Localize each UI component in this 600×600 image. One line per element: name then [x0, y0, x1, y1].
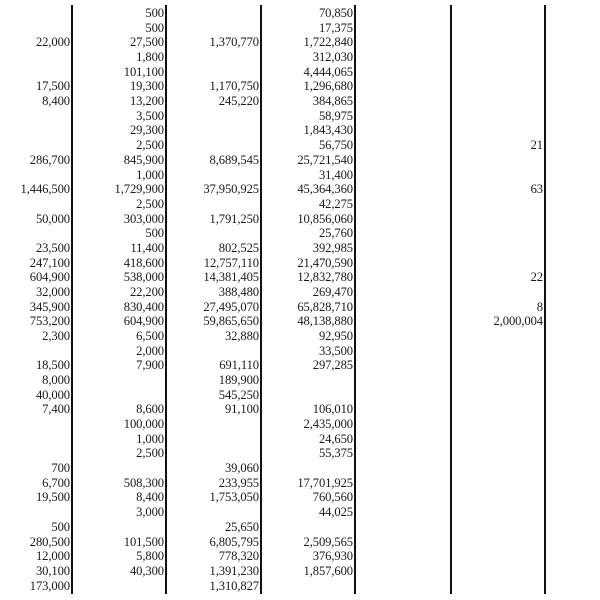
table-cell: 753,200	[29, 314, 70, 329]
table-cell: 1,729,900	[114, 182, 164, 197]
table-cell: 6,700	[42, 475, 70, 490]
table-cell: 17,500	[35, 79, 70, 94]
table-cell: 8	[536, 299, 543, 314]
table-cell: 70,850	[318, 6, 353, 20]
table-cell: 5,800	[136, 549, 164, 564]
table-cell: 6,500	[136, 329, 164, 343]
table-cell: 760,560	[312, 490, 353, 505]
table-cell: 17,375	[318, 20, 353, 35]
table-cell: 1,791,250	[209, 211, 259, 226]
table-cell: 604,900	[123, 314, 164, 329]
table-cell: 233,955	[218, 475, 259, 490]
table-cell: 2,500	[136, 446, 164, 461]
table-cell: 19,300	[129, 79, 164, 94]
table-cell: 1,800	[136, 50, 164, 64]
table-cell: 30,100	[35, 563, 70, 578]
table-cell: 44,025	[318, 505, 353, 520]
table-cell: 247,100	[29, 255, 70, 270]
table-cell: 29,300	[129, 123, 164, 138]
column-rule-4	[354, 5, 356, 594]
table-cell: 4,444,065	[303, 64, 353, 79]
table-cell: 48,138,880	[297, 314, 353, 329]
table-cell: 40,300	[129, 563, 164, 578]
table-cell: 65,828,710	[297, 299, 353, 314]
table-cell: 845,900	[123, 152, 164, 167]
table-cell: 376,930	[312, 549, 353, 564]
table-cell: 58,975	[318, 108, 353, 123]
table-cell: 17,701,925	[297, 475, 353, 490]
table-cell: 50,000	[35, 211, 70, 226]
table-cell: 500	[145, 20, 164, 35]
table-cell: 3,500	[136, 108, 164, 123]
table-cell: 2,300	[42, 329, 70, 343]
table-cell: 604,900	[29, 270, 70, 285]
table-cell: 1,753,050	[209, 490, 259, 505]
table-cell: 545,250	[218, 387, 259, 402]
table-cell: 1,296,680	[303, 79, 353, 94]
table-cell: 303,000	[123, 211, 164, 226]
table-cell: 12,832,780	[297, 270, 353, 285]
table-cell: 21,470,590	[297, 255, 353, 270]
table-cell: 297,285	[312, 358, 353, 373]
table-cell: 2,509,565	[303, 534, 353, 549]
table-cell: 538,000	[123, 270, 164, 285]
table-cell: 830,400	[123, 299, 164, 314]
table-cell: 25,721,540	[297, 152, 353, 167]
table-cell: 13,200	[129, 94, 164, 109]
table-cell: 32,000	[35, 284, 70, 299]
table-cell: 189,900	[218, 373, 259, 387]
table-cell: 173,000	[29, 578, 70, 593]
table-cell: 32,880	[224, 329, 259, 343]
table-cell: 2,000,004	[493, 314, 543, 329]
table-cell: 18,500	[35, 358, 70, 373]
table-cell: 691,110	[219, 358, 259, 373]
table-cell: 1,446,500	[20, 182, 70, 197]
table-cell: 100,000	[123, 417, 164, 431]
table-cell: 14,381,405	[203, 270, 259, 285]
table-cell: 3,000	[136, 505, 164, 520]
table-cell: 12,757,110	[203, 255, 259, 270]
table-cell: 25,650	[224, 519, 259, 534]
table-cell: 245,220	[218, 94, 259, 109]
table-cell: 55,375	[318, 446, 353, 461]
table-cell: 418,600	[123, 255, 164, 270]
table-cell: 10,856,060	[297, 211, 353, 226]
table-cell: 269,470	[312, 284, 353, 299]
table-cell: 25,760	[318, 226, 353, 241]
table-cell: 12,000	[35, 549, 70, 564]
table-cell: 1,000	[136, 167, 164, 182]
table-cell: 59,865,650	[203, 314, 259, 329]
table-cell: 500	[145, 226, 164, 241]
table-cell: 1,000	[136, 431, 164, 446]
table-cell: 1,370,770	[209, 35, 259, 50]
table-cell: 7,900	[136, 358, 164, 373]
table-cell: 500	[145, 6, 164, 20]
table-cell: 1,310,827	[209, 578, 259, 593]
table-cell: 280,500	[29, 534, 70, 549]
table-cell: 778,320	[218, 549, 259, 564]
table-cell: 24,650	[318, 431, 353, 446]
table-cell: 39,060	[224, 461, 259, 476]
table-cell: 1,722,840	[303, 35, 353, 50]
table-cell: 312,030	[312, 50, 353, 64]
table-cell: 7,400	[42, 402, 70, 417]
table-cell: 2,000	[136, 343, 164, 358]
table-cell: 23,500	[35, 240, 70, 255]
table-cell: 392,985	[312, 240, 353, 255]
table-cell: 45,364,360	[297, 182, 353, 197]
table-cell: 56,750	[318, 138, 353, 153]
table-cell: 384,865	[312, 94, 353, 109]
table-cell: 22,000	[35, 35, 70, 50]
table-cell: 27,500	[129, 35, 164, 50]
table-cell: 1,843,430	[303, 123, 353, 138]
table-cell: 500	[51, 519, 70, 534]
table-cell: 802,525	[218, 240, 259, 255]
table-cell: 1,857,600	[303, 563, 353, 578]
table-cell: 33,500	[318, 343, 353, 358]
column-rule-6	[544, 5, 546, 594]
table-cell: 388,480	[218, 284, 259, 299]
table-cell: 91,100	[224, 402, 259, 417]
table-cell: 8,400	[42, 94, 70, 109]
table-cell: 22	[530, 270, 543, 285]
table-cell: 1,170,750	[209, 79, 259, 94]
table-cell: 508,300	[123, 475, 164, 490]
table-cell: 1,391,230	[209, 563, 259, 578]
table-cell: 101,100	[123, 64, 164, 79]
table-cell: 42,275	[318, 196, 353, 211]
table-cell: 2,435,000	[303, 417, 353, 431]
table-cell: 6,805,795	[209, 534, 259, 549]
table-cell: 21	[530, 138, 543, 153]
table-cell: 8,600	[136, 402, 164, 417]
table-cell: 8,689,545	[209, 152, 259, 167]
table-cell: 2,500	[136, 196, 164, 211]
table-cell: 2,500	[136, 138, 164, 153]
table-cell: 11,400	[130, 240, 164, 255]
table-cell: 19,500	[35, 490, 70, 505]
table-cell: 8,400	[136, 490, 164, 505]
table-cell: 8,000	[42, 373, 70, 387]
table-cell: 63	[530, 182, 543, 197]
table-cell: 92,950	[318, 329, 353, 343]
table-cell: 106,010	[312, 402, 353, 417]
table-cell: 27,495,070	[203, 299, 259, 314]
table-cell: 37,950,925	[203, 182, 259, 197]
table-cell: 31,400	[318, 167, 353, 182]
table-cell: 101,500	[123, 534, 164, 549]
table-cell: 700	[51, 461, 70, 476]
table-cell: 22,200	[129, 284, 164, 299]
table-cell: 345,900	[29, 299, 70, 314]
table-cell: 40,000	[35, 387, 70, 402]
table-cell: 286,700	[29, 152, 70, 167]
